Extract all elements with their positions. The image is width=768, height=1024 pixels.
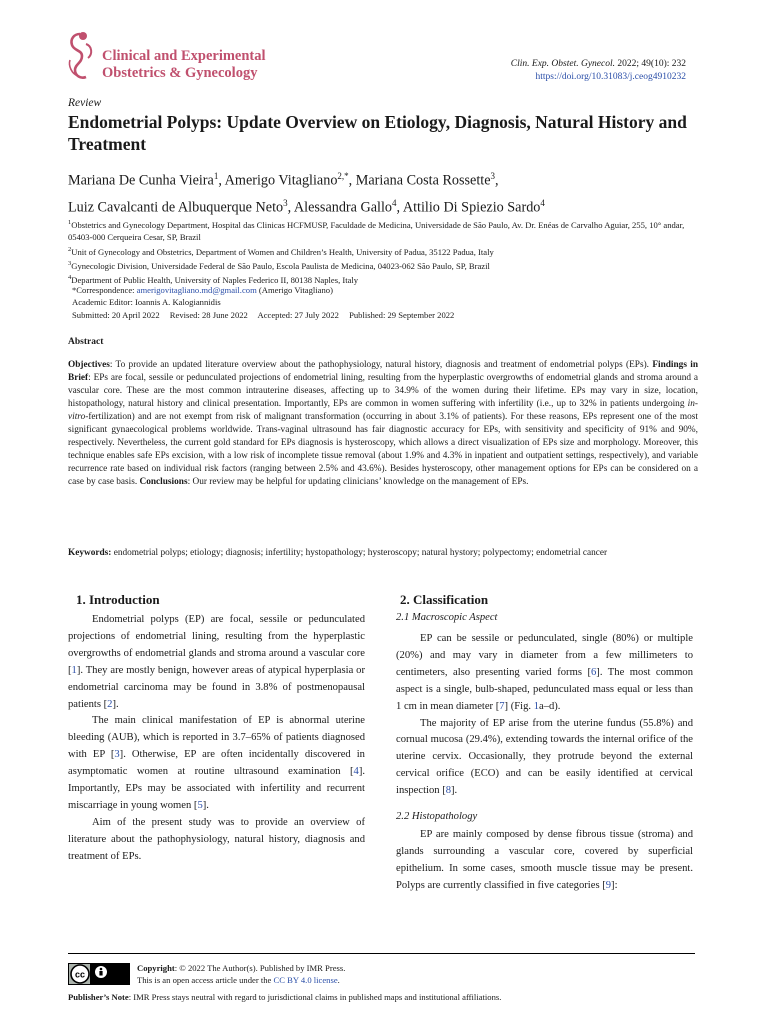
citation-link[interactable]: 5	[197, 799, 203, 811]
author-name: Alessandra Gallo	[293, 199, 393, 216]
accepted-date: Accepted: 27 July 2022	[257, 309, 339, 320]
citation-link[interactable]: 4	[353, 766, 359, 778]
author-affil-sup: 4	[540, 197, 545, 208]
keywords: Keywords: endometrial polyps; etiology; diagnosis; infertility; hystopathology; hysteroscopy; natural hystory; polypectomy; endometrial cancer	[68, 548, 608, 558]
citation-link[interactable]: 8	[445, 785, 452, 797]
paragraph: EP are mainly composed by dense fibrous tissue (stroma) and glands surrounding a vascular core, covered by superficial epithelium. In some cases, smooth muscle tissue may be present. Polyps are currently classified in five categories [9]:	[396, 829, 693, 891]
paragraph: The majority of EP arise from the uterine fundus (55.8%) and cornual mucosa (29.4%), extending towards the internal orifice of the uterine cervix. Occasionally, they protrude beyond the external cervical orifice (ECO) and can be easily identified at cervical inspection [8].	[396, 717, 693, 797]
copyright-block: Copyright: © 2022 The Author(s). Published by IMR Press. This is an open access article under the CC BY 4.0 license.	[137, 963, 346, 985]
cc-by-icon	[68, 963, 130, 985]
author-name: Luiz Cavalcanti de Albuquerque Neto	[68, 199, 284, 216]
article-meta	[72, 284, 462, 321]
article-type: Review	[68, 97, 102, 109]
author-name: Attilio Di Spiezio Sardo	[402, 199, 541, 216]
author-list: Mariana De Cunha Vieira$^1$, Amerigo Vitagliano$^{2,*}$, Mariana Costa Rossette$^3$, Luiz Cavalcanti de Albuquerque Neto$^3$, Alessandra Gallo$^4$, Attilio Di Spiezio Sardo$^4$	[68, 171, 545, 216]
logo-title-line2: Obstetrics & Gynecology	[102, 65, 258, 81]
histopathology-body	[396, 827, 693, 895]
citation-link[interactable]: 9	[605, 879, 612, 891]
publisher-note: Publisher’s Note: IMR Press stays neutral with regard to jurisdictional claims in published maps and institutional affiliations.	[68, 992, 502, 1002]
affiliation: $^4$Department of Public Health, University of Naples Federico II, 80138 Naples, Italy	[68, 274, 359, 286]
license-link[interactable]: CC BY 4.0 license	[273, 975, 338, 985]
paragraph: Endometrial polyps (EP) are focal, sessile or pedunculated projections of endometrial lining, resulting from the hyperplastic overgrowths of endometrial glands and stroma around a vascular core [1]. They are mostly benign, however areas of atypical hyperplasia or endometrial carcinoma may be found in 3.8% of postmenopausal patients [2].	[68, 614, 365, 710]
academic-editor: Academic Editor: Ioannis A. Kalogiannidis	[72, 297, 221, 308]
journal-logo	[66, 30, 276, 86]
author-name: Mariana Costa Rossette	[355, 172, 491, 189]
correspondence: *Correspondence: amerigovitagliano.md@gmail.com (Amerigo Vitagliano)	[72, 285, 333, 295]
article-title: Endometrial Polyps: Update Overview on Etiology, Diagnosis, Natural History and Treatment	[68, 112, 687, 154]
author-name: Amerigo Vitagliano	[224, 172, 338, 189]
introduction-body	[68, 612, 365, 866]
classification-body	[396, 631, 693, 800]
abstract-body: Objectives: To provide an updated literature overview about the pathophysiology, natural history, diagnosis and treatment of endometrial polyps (EPs). Findings in Brief: EPs are focal, sessile or pedunculated projections of endometrial lining, resulting from the hyperplastic overgrowths of endometrial glands and stroma around a vascular core. These are the most common intrauterine diseases, affecting up to 34.9% of the women during their lifetime. EPs may vary in size, location, histopathology, natural history and clinical presentation. Importantly, EPs are common in women suffering with infertility (i.e., up to 32% in patients undergoing in-vitro-fertilization) and are not exempt from risk of malignant transformation (occurring in about 3.1% of patients). For these reasons, EPs represent one of the most significant gynaecological problems worldwide. Trans-vaginal ultrasound has fair diagnostic accuracy for EPs, with sensitivity and specificity of 91% and 90%, respectively. Nevertheless, the current gold standard for EPs diagnosis is hysteroscopy, which allows a direct visualization of EPs size and morphology. Moreover, this technique enables safe EPs excision, with a low risk of incomplete tissue removal (about 1.9% and 4.3% in inpatient and outpatient settings, respectively), and variable recurrence rate based on individual risk factors (ranging between 2.5% and 43.6%). Besides hysteroscopy, other management options for EPs can be considered on a case by case basis. Conclusions: Our review may be helpful for updating clinicians’ knowledge on the management of EPs.	[68, 360, 699, 487]
logo-title-line1: Clinical and Experimental	[102, 48, 266, 64]
section-heading-classification: 2. Classification	[400, 592, 489, 607]
citation-link[interactable]: 1	[71, 664, 77, 676]
footer-divider	[68, 953, 695, 954]
revised-date: Revised: 28 June 2022	[169, 309, 248, 320]
paragraph: EP can be sessile or pedunculated, single (80%) or multiple (20%) and may vary in diameter from a few millimeters to centimeters, also presenting varied forms [6]. The most common aspect is a single, bulb-shaped, pedunculated mass equal or less than 1 cm in mean diameter [7] (Fig. 1a–d).	[396, 633, 693, 712]
author-affil-sup: 3	[490, 171, 496, 181]
figure-link[interactable]: 1	[533, 700, 539, 712]
author-affil-sup: 1	[213, 171, 219, 181]
affiliation: $^1$Obstetrics and Gynecology Department, Hospital das Clinicas HCFMUSP, Faculdade de Medicina, Universidade de São Paulo, Av. Dr. Enéas de Carvalho Aguiar, 255, 10° andar, 05403-000 Cerqueira Cesar, SP, Brazil	[68, 219, 685, 243]
subsection-heading-macroscopic: 2.1 Macroscopic Aspect	[396, 612, 498, 623]
paragraph: Aim of the present study was to provide an overview of literature about the pathophysiology, natural history, diagnosis and treatment of EPs.	[68, 816, 365, 862]
author-affil-sup: 2,*	[337, 171, 349, 181]
affiliation: $^3$Gynecologic Division, Universidade Federal de São Paulo, Escola Paulista de Medicina, 04023-062 São Paulo, SP, Brazil	[68, 259, 490, 271]
cc-by-license-badge[interactable]	[68, 963, 130, 985]
journal-volume: 2022; 49(10): 232	[617, 59, 686, 69]
correspondence-email-link[interactable]: amerigovitagliano.md@gmail.com	[136, 285, 257, 295]
abstract-heading: Abstract	[68, 337, 104, 347]
citation-link[interactable]: 3	[114, 749, 120, 761]
journal-logo-icon	[66, 30, 102, 82]
paragraph: The main clinical manifestation of EP is abnormal uterine bleeding (AUB), which is reported in 3.7–65% of patients diagnosed with EP [3]. Otherwise, EP are often incidentally discovered in asymptomatic women at routine ultrasound examination [4]. Importantly, EPs may be associated with infertility and recurrent miscarriage in young women [5].	[68, 715, 365, 811]
journal-abbrev: Clin. Exp. Obstet. Gynecol.	[510, 59, 616, 69]
subsection-heading-histopathology: 2.2 Histopathology	[396, 811, 478, 822]
citation-link[interactable]: 7	[499, 700, 505, 712]
affiliations	[68, 217, 708, 286]
published-date: Published: 29 September 2022	[349, 309, 455, 320]
cc-mark: cc	[74, 969, 86, 980]
affiliation: $^2$Unit of Gynecology and Obstetrics, Department of Women and Children’s Health, University of Padua, 35122 Padua, Italy	[68, 245, 494, 257]
submitted-date: Submitted: 20 April 2022	[72, 309, 160, 320]
author-affil-sup: 3	[283, 197, 288, 208]
article-dates	[72, 309, 462, 321]
journal-reference	[511, 58, 686, 84]
citation-link[interactable]: 6	[591, 666, 597, 678]
author-affil-sup: 4	[392, 197, 397, 208]
doi-link[interactable]: https://doi.org/10.31083/j.ceog4910232	[535, 72, 686, 82]
author-name: Mariana De Cunha Vieira	[68, 172, 214, 189]
section-heading-introduction: 1. Introduction	[76, 592, 160, 607]
citation-link[interactable]: 2	[107, 698, 113, 710]
